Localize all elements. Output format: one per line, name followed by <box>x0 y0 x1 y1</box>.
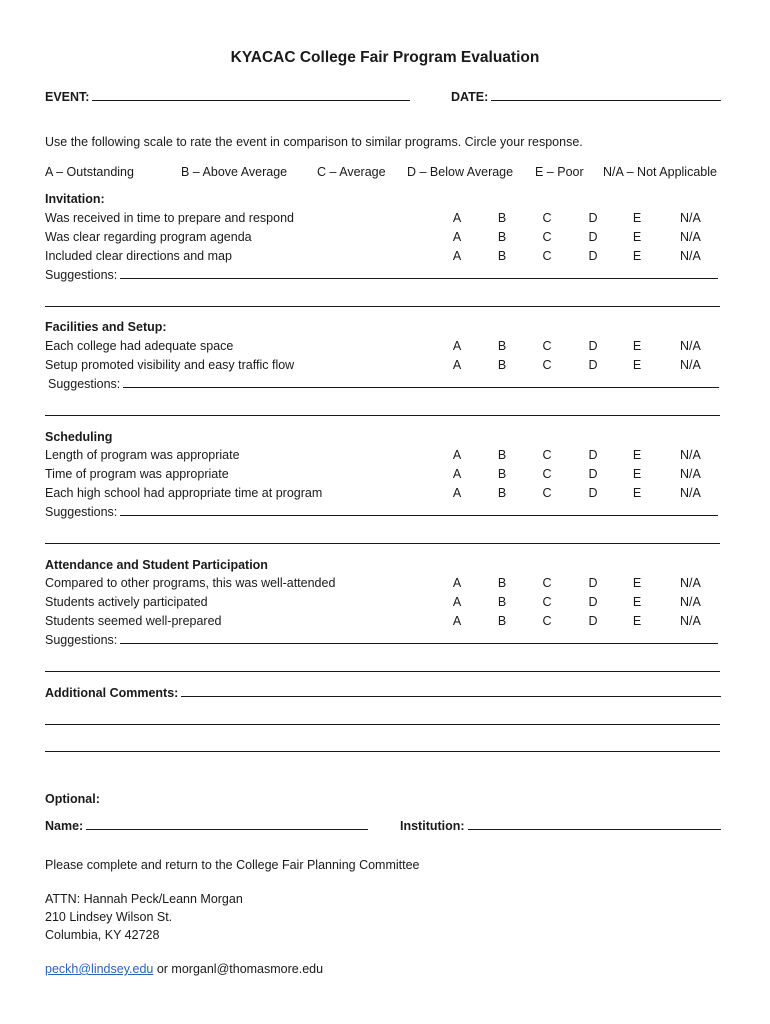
scale-d: D – Below Average <box>407 165 514 179</box>
rating-option[interactable]: N/A <box>680 249 701 263</box>
rating-option[interactable]: C <box>542 486 552 500</box>
rating-option[interactable]: N/A <box>680 211 701 225</box>
rating-option[interactable]: D <box>588 249 598 263</box>
institution-label: Institution: <box>400 819 465 833</box>
question-label: Students seemed well-prepared <box>45 614 222 628</box>
rating-option[interactable]: E <box>632 339 642 353</box>
rating-option[interactable]: A <box>452 339 462 353</box>
institution-field[interactable] <box>400 818 721 834</box>
rating-option[interactable]: N/A <box>680 448 701 462</box>
rating-option[interactable]: C <box>542 358 552 372</box>
rating-option[interactable]: D <box>588 448 598 462</box>
rating-option[interactable]: B <box>497 249 507 263</box>
additional-comments-blank[interactable] <box>181 685 721 697</box>
rating-option[interactable]: C <box>542 339 552 353</box>
name-blank[interactable] <box>86 818 368 830</box>
scale-b: B – Above Average <box>181 165 288 179</box>
rating-option[interactable]: C <box>542 467 552 481</box>
address-attn: ATTN: Hannah Peck/Leann Morgan <box>45 892 243 906</box>
institution-blank[interactable] <box>468 818 721 830</box>
rating-option[interactable]: B <box>497 230 507 244</box>
rating-option[interactable]: E <box>632 614 642 628</box>
scale-c: C – Average <box>317 165 386 179</box>
rating-option[interactable]: A <box>452 614 462 628</box>
suggestions-label: Suggestions: <box>45 268 118 282</box>
rating-option[interactable]: B <box>497 486 507 500</box>
date-label: DATE: <box>451 90 489 104</box>
rating-option[interactable]: C <box>542 576 552 590</box>
question-label: Was received in time to prepare and respond <box>45 211 294 225</box>
rating-option[interactable]: C <box>542 249 552 263</box>
rating-option[interactable]: N/A <box>680 339 701 353</box>
rating-option[interactable]: N/A <box>680 614 701 628</box>
rating-option[interactable]: B <box>497 358 507 372</box>
suggestions-blank[interactable] <box>123 376 719 388</box>
rating-option[interactable]: B <box>497 614 507 628</box>
contact-joiner: or <box>153 962 172 976</box>
rating-option[interactable]: A <box>452 595 462 609</box>
rating-option[interactable]: C <box>542 614 552 628</box>
rating-option[interactable]: D <box>588 230 598 244</box>
question-label: Compared to other programs, this was well-attended <box>45 576 336 590</box>
rating-option[interactable]: E <box>632 249 642 263</box>
rating-option[interactable]: A <box>452 230 462 244</box>
rating-option[interactable]: B <box>497 211 507 225</box>
rating-option[interactable]: B <box>497 576 507 590</box>
rating-option[interactable]: A <box>452 486 462 500</box>
answer-line[interactable] <box>45 306 720 307</box>
rating-option[interactable]: B <box>497 467 507 481</box>
suggestions-field[interactable] <box>45 267 718 283</box>
rating-option[interactable]: E <box>632 486 642 500</box>
rating-option[interactable]: B <box>497 339 507 353</box>
rating-option[interactable]: N/A <box>680 467 701 481</box>
section-heading-facilities: Facilities and Setup: <box>45 320 167 334</box>
email-morgan: morganl@thomasmore.edu <box>171 962 324 976</box>
suggestions-blank[interactable] <box>120 504 718 516</box>
suggestions-label: Suggestions: <box>45 505 118 519</box>
contact-line <box>45 961 323 977</box>
return-instructions: Please complete and return to the College Fair Planning Committee <box>45 858 420 872</box>
suggestions-blank[interactable] <box>120 632 718 644</box>
rating-option[interactable]: A <box>452 211 462 225</box>
answer-line[interactable] <box>45 671 720 672</box>
question-label: Was clear regarding program agenda <box>45 230 252 244</box>
rating-option[interactable]: E <box>632 448 642 462</box>
rating-option[interactable]: C <box>542 595 552 609</box>
rating-option[interactable]: N/A <box>680 595 701 609</box>
rating-option[interactable]: D <box>588 339 598 353</box>
rating-option[interactable]: A <box>452 358 462 372</box>
suggestions-field[interactable] <box>45 632 718 648</box>
section-heading-attendance: Attendance and Student Participation <box>45 558 268 572</box>
rating-option[interactable]: E <box>632 595 642 609</box>
additional-comments-label: Additional Comments: <box>45 686 179 700</box>
question-label: Time of program was appropriate <box>45 467 229 481</box>
rating-option[interactable]: N/A <box>680 576 701 590</box>
event-label: EVENT: <box>45 90 90 104</box>
answer-line[interactable] <box>45 415 720 416</box>
answer-line[interactable] <box>45 543 720 544</box>
event-field[interactable] <box>45 89 410 105</box>
rating-option[interactable]: A <box>452 467 462 481</box>
rating-option[interactable]: A <box>452 576 462 590</box>
answer-line[interactable] <box>45 751 720 752</box>
rating-option[interactable]: D <box>588 595 598 609</box>
question-label: Length of program was appropriate <box>45 448 240 462</box>
rating-option[interactable]: D <box>588 486 598 500</box>
suggestions-label: Suggestions: <box>45 633 118 647</box>
section-heading-scheduling: Scheduling <box>45 430 113 444</box>
rating-option[interactable]: B <box>497 595 507 609</box>
address-street: 210 Lindsey Wilson St. <box>45 910 173 924</box>
optional-label: Optional: <box>45 792 100 806</box>
rating-option[interactable]: A <box>452 249 462 263</box>
suggestions-field[interactable] <box>48 376 719 392</box>
question-label: Each college had adequate space <box>45 339 234 353</box>
date-field[interactable] <box>451 89 721 105</box>
name-field[interactable] <box>45 818 368 834</box>
question-label: Each high school had appropriate time at program <box>45 486 323 500</box>
rating-option[interactable]: D <box>588 358 598 372</box>
section-heading-invitation: Invitation: <box>45 192 105 206</box>
name-label: Name: <box>45 819 84 833</box>
question-label: Setup promoted visibility and easy traffic flow <box>45 358 295 372</box>
rating-option[interactable]: N/A <box>680 486 701 500</box>
email-link-peck[interactable]: peckh@lindsey.edu <box>45 962 154 976</box>
rating-option[interactable]: D <box>588 467 598 481</box>
rating-option[interactable]: E <box>632 358 642 372</box>
rating-option[interactable]: D <box>588 576 598 590</box>
rating-option[interactable]: C <box>542 448 552 462</box>
answer-line[interactable] <box>45 724 720 725</box>
rating-option[interactable]: E <box>632 576 642 590</box>
suggestions-field[interactable] <box>45 504 718 520</box>
rating-option[interactable]: N/A <box>680 358 701 372</box>
additional-comments-field[interactable] <box>45 685 721 701</box>
rating-option[interactable]: N/A <box>680 230 701 244</box>
rating-option[interactable]: E <box>632 230 642 244</box>
rating-option[interactable]: A <box>452 448 462 462</box>
rating-option[interactable]: C <box>542 230 552 244</box>
rating-option[interactable]: D <box>588 614 598 628</box>
rating-option[interactable]: C <box>542 211 552 225</box>
scale-a: A – Outstanding <box>45 165 134 179</box>
date-blank[interactable] <box>491 89 721 101</box>
rating-option[interactable]: B <box>497 448 507 462</box>
scale-na: N/A – Not Applicable <box>603 165 717 179</box>
rating-option[interactable]: E <box>632 211 642 225</box>
suggestions-blank[interactable] <box>120 267 718 279</box>
question-label: Included clear directions and map <box>45 249 232 263</box>
instructions-text: Use the following scale to rate the event in comparison to similar programs. Circle your response. <box>45 135 583 149</box>
page-title: KYACAC College Fair Program Evaluation <box>230 49 540 66</box>
scale-e: E – Poor <box>535 165 584 179</box>
rating-option[interactable]: E <box>632 467 642 481</box>
suggestions-label: Suggestions: <box>48 377 121 391</box>
rating-option[interactable]: D <box>588 211 598 225</box>
event-blank[interactable] <box>92 89 410 101</box>
question-label: Students actively participated <box>45 595 208 609</box>
address-city: Columbia, KY 42728 <box>45 928 160 942</box>
